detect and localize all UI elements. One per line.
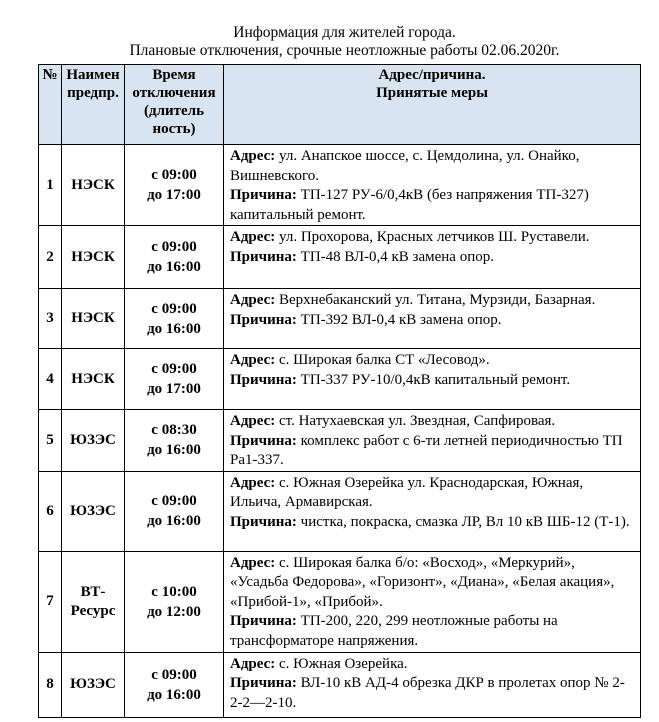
time-to: до 12:00 bbox=[147, 603, 201, 620]
document-header bbox=[0, 24, 659, 60]
time-to: до 16:00 bbox=[147, 513, 201, 529]
reason-text: чистка, покраска, смазка ЛР, Вл 10 кВ ШБ-12 (Т-1). bbox=[300, 513, 630, 530]
table-row bbox=[39, 551, 641, 652]
row-number: 3 bbox=[39, 289, 62, 349]
row-time bbox=[125, 145, 224, 226]
header-line-2: Плановые отключения, срочные неотложные работы 02.06.2020г. bbox=[129, 42, 560, 59]
header-time: Время отключения (длитель ность) bbox=[125, 65, 224, 145]
reason-text: ТП-48 ВЛ-0,4 кВ замена опор. bbox=[300, 248, 494, 265]
row-details bbox=[224, 349, 641, 410]
row-organization: ЮЗЭС bbox=[62, 471, 125, 551]
header-address-line-2: Принятые меры bbox=[376, 85, 488, 101]
time-to: до 16:00 bbox=[147, 686, 201, 703]
reason-text: ТП-337 РУ-10/0,4кВ капитальный ремонт. bbox=[300, 371, 571, 388]
address-label: Адрес: bbox=[230, 474, 276, 491]
address-text: ул. Прохорова, Красных летчиков Ш. Руставели. bbox=[279, 229, 590, 245]
reason-text: ТП-200, 220, 299 неотложные работы на трансформаторе напряжения. bbox=[230, 613, 558, 649]
row-number: 5 bbox=[39, 410, 62, 472]
table-header-row bbox=[39, 65, 641, 145]
address-line bbox=[230, 147, 636, 186]
address-line bbox=[230, 655, 636, 675]
address-label: Адрес: bbox=[230, 292, 276, 308]
row-details bbox=[224, 551, 641, 652]
header-num: № bbox=[39, 65, 62, 145]
reason-line bbox=[230, 432, 636, 471]
table-row bbox=[39, 471, 641, 551]
reason-label: Причина: bbox=[230, 187, 297, 203]
row-organization: ВТ-Ресурс bbox=[62, 551, 125, 652]
address-line bbox=[230, 291, 636, 311]
time-from: с 09:00 bbox=[151, 666, 197, 683]
row-details bbox=[224, 289, 641, 349]
row-organization: НЭСК bbox=[62, 145, 125, 226]
address-text: ст. Натухаевская ул. Звездная, Сапфировая. bbox=[279, 413, 556, 429]
row-number: 4 bbox=[39, 349, 62, 410]
reason-line bbox=[230, 513, 636, 533]
reason-label: Причина: bbox=[230, 675, 297, 691]
row-organization: НЭСК bbox=[62, 289, 125, 349]
row-time bbox=[125, 226, 224, 289]
address-text: Верхнебаканский ул. Титана, Мурзиди, Базарная. bbox=[279, 292, 596, 308]
row-details bbox=[224, 226, 641, 289]
header-address-line-1: Адрес/причина. bbox=[378, 67, 486, 83]
address-text: с. Южная Озерейка. bbox=[279, 655, 408, 672]
outage-table bbox=[38, 64, 641, 718]
reason-line bbox=[230, 371, 636, 391]
time-from: с 09:00 bbox=[151, 493, 197, 509]
row-number: 6 bbox=[39, 471, 62, 551]
reason-label: Причина: bbox=[230, 371, 297, 388]
reason-text: комплекс работ с 6-ти летней периодичностью ТП Ра1-337. bbox=[230, 432, 623, 468]
row-number: 2 bbox=[39, 226, 62, 289]
row-organization: НЭСК bbox=[62, 226, 125, 289]
row-time bbox=[125, 652, 224, 717]
address-line bbox=[230, 351, 636, 371]
reason-line bbox=[230, 612, 636, 651]
reason-label: Причина: bbox=[230, 613, 297, 629]
row-details bbox=[224, 471, 641, 551]
row-time bbox=[125, 349, 224, 410]
address-line bbox=[230, 228, 636, 248]
row-organization: ЮЗЭС bbox=[62, 652, 125, 717]
address-line bbox=[230, 554, 636, 613]
address-text: с. Широкая балка СТ «Лесовод». bbox=[279, 352, 490, 368]
address-text: с. Широкая балка б/о: «Восход», «Меркурий», «Усадьба Федорова», «Горизонт», «Диана», «Белая акация», «Прибой-1», «Прибой». bbox=[230, 554, 615, 610]
row-organization: НЭСК bbox=[62, 349, 125, 410]
time-from: с 09:00 bbox=[151, 239, 197, 255]
address-label: Адрес: bbox=[230, 352, 276, 368]
time-from: с 08:30 bbox=[151, 422, 197, 439]
header-org: Наимен предпр. bbox=[62, 65, 125, 145]
row-number: 1 bbox=[39, 145, 62, 226]
row-time bbox=[125, 410, 224, 472]
row-time bbox=[125, 551, 224, 652]
table-row bbox=[39, 226, 641, 289]
row-details bbox=[224, 652, 641, 717]
reason-label: Причина: bbox=[230, 248, 297, 265]
time-from: с 09:00 bbox=[151, 361, 197, 377]
reason-text: ТП-127 РУ-6/0,4кВ (без напряжения ТП-327) капитальный ремонт. bbox=[230, 187, 589, 223]
row-time bbox=[125, 471, 224, 551]
time-from: с 10:00 bbox=[151, 583, 197, 600]
address-line bbox=[230, 474, 636, 513]
reason-line bbox=[230, 311, 636, 331]
time-to: до 16:00 bbox=[147, 320, 201, 337]
address-label: Адрес: bbox=[230, 229, 276, 245]
reason-line bbox=[230, 186, 636, 225]
row-details bbox=[224, 145, 641, 226]
address-label: Адрес: bbox=[230, 655, 276, 672]
time-to: до 16:00 bbox=[147, 259, 201, 275]
reason-line bbox=[230, 248, 636, 268]
address-label: Адрес: bbox=[230, 554, 276, 571]
time-from: с 09:00 bbox=[151, 300, 197, 317]
table-row bbox=[39, 652, 641, 717]
time-to: до 17:00 bbox=[147, 381, 201, 397]
table-row bbox=[39, 145, 641, 226]
time-to: до 16:00 bbox=[147, 442, 201, 459]
row-details bbox=[224, 410, 641, 472]
table-row bbox=[39, 289, 641, 349]
address-text: с. Южная Озерейка ул. Краснодарская, Южная, Ильича, Армавирская. bbox=[230, 474, 584, 510]
table-row bbox=[39, 349, 641, 410]
address-line bbox=[230, 412, 636, 432]
reason-label: Причина: bbox=[230, 432, 297, 449]
reason-label: Причина: bbox=[230, 311, 297, 328]
reason-text: ВЛ-10 кВ АД-4 обрезка ДКР в пролетах опор № 2-2-2—2-10. bbox=[230, 675, 625, 711]
table-row bbox=[39, 410, 641, 472]
reason-label: Причина: bbox=[230, 513, 297, 530]
address-label: Адрес: bbox=[230, 148, 276, 164]
row-time bbox=[125, 289, 224, 349]
row-number: 7 bbox=[39, 551, 62, 652]
address-label: Адрес: bbox=[230, 413, 276, 429]
header-line-1: Информация для жителей города. bbox=[233, 24, 456, 41]
time-from: с 09:00 bbox=[151, 167, 197, 183]
row-organization: ЮЗЭС bbox=[62, 410, 125, 472]
row-number: 8 bbox=[39, 652, 62, 717]
reason-text: ТП-392 ВЛ-0,4 кВ замена опор. bbox=[300, 311, 502, 328]
time-to: до 17:00 bbox=[147, 187, 201, 203]
reason-line bbox=[230, 674, 636, 713]
header-address bbox=[224, 65, 641, 145]
address-text: ул. Анапское шоссе, с. Цемдолина, ул. Онайко, Вишневского. bbox=[230, 148, 580, 184]
